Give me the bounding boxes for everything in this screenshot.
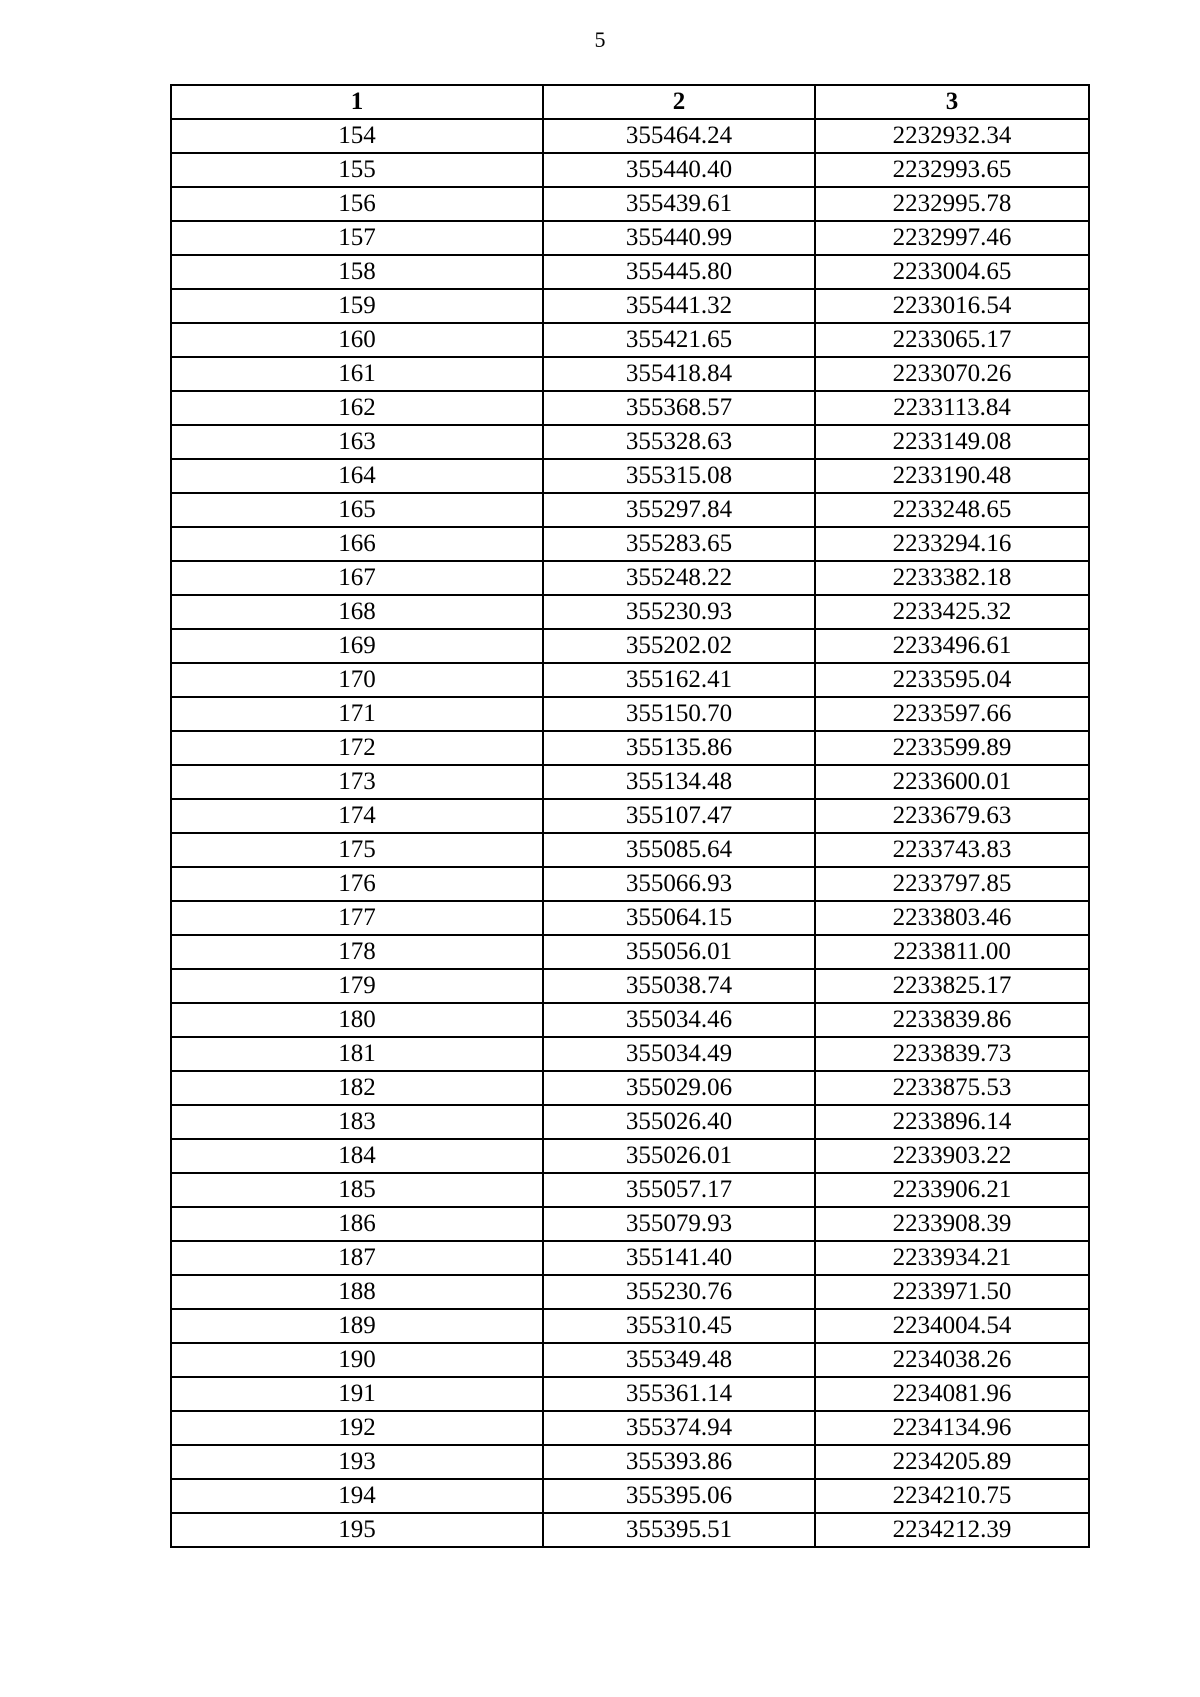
cell-x-coordinate: 355464.24 (543, 119, 815, 153)
header-row (171, 85, 1089, 119)
cell-point-number: 191 (171, 1377, 543, 1411)
cell-y-coordinate: 2233004.65 (815, 255, 1089, 289)
table-body (171, 119, 1089, 1547)
cell-point-number: 175 (171, 833, 543, 867)
cell-point-number: 195 (171, 1513, 543, 1547)
table-row (171, 731, 1089, 765)
cell-point-number: 192 (171, 1411, 543, 1445)
table-row (171, 459, 1089, 493)
cell-y-coordinate: 2233875.53 (815, 1071, 1089, 1105)
cell-y-coordinate: 2233903.22 (815, 1139, 1089, 1173)
cell-y-coordinate: 2234210.75 (815, 1479, 1089, 1513)
table-row (171, 1207, 1089, 1241)
table-row (171, 595, 1089, 629)
cell-x-coordinate: 355440.40 (543, 153, 815, 187)
table-row (171, 935, 1089, 969)
cell-point-number: 173 (171, 765, 543, 799)
cell-point-number: 159 (171, 289, 543, 323)
cell-y-coordinate: 2233016.54 (815, 289, 1089, 323)
cell-point-number: 174 (171, 799, 543, 833)
cell-point-number: 165 (171, 493, 543, 527)
cell-x-coordinate: 355368.57 (543, 391, 815, 425)
cell-y-coordinate: 2234205.89 (815, 1445, 1089, 1479)
cell-point-number: 194 (171, 1479, 543, 1513)
cell-point-number: 178 (171, 935, 543, 969)
cell-x-coordinate: 355034.49 (543, 1037, 815, 1071)
cell-y-coordinate: 2233294.16 (815, 527, 1089, 561)
cell-x-coordinate: 355202.02 (543, 629, 815, 663)
cell-point-number: 161 (171, 357, 543, 391)
cell-x-coordinate: 355230.93 (543, 595, 815, 629)
cell-point-number: 179 (171, 969, 543, 1003)
cell-y-coordinate: 2233679.63 (815, 799, 1089, 833)
cell-y-coordinate: 2233934.21 (815, 1241, 1089, 1275)
table-row (171, 1343, 1089, 1377)
cell-point-number: 154 (171, 119, 543, 153)
cell-point-number: 181 (171, 1037, 543, 1071)
table-row (171, 221, 1089, 255)
table-row (171, 1275, 1089, 1309)
table-row (171, 1241, 1089, 1275)
cell-x-coordinate: 355441.32 (543, 289, 815, 323)
cell-x-coordinate: 355026.40 (543, 1105, 815, 1139)
cell-x-coordinate: 355150.70 (543, 697, 815, 731)
cell-x-coordinate: 355107.47 (543, 799, 815, 833)
cell-y-coordinate: 2233797.85 (815, 867, 1089, 901)
cell-y-coordinate: 2233599.89 (815, 731, 1089, 765)
cell-y-coordinate: 2233190.48 (815, 459, 1089, 493)
table-row (171, 697, 1089, 731)
cell-x-coordinate: 355439.61 (543, 187, 815, 221)
table-header (171, 85, 1089, 119)
cell-x-coordinate: 355029.06 (543, 1071, 815, 1105)
cell-point-number: 172 (171, 731, 543, 765)
table-row (171, 867, 1089, 901)
cell-point-number: 171 (171, 697, 543, 731)
table-row (171, 255, 1089, 289)
cell-point-number: 189 (171, 1309, 543, 1343)
cell-point-number: 193 (171, 1445, 543, 1479)
cell-point-number: 184 (171, 1139, 543, 1173)
table-row (171, 119, 1089, 153)
table-row (171, 1445, 1089, 1479)
cell-point-number: 167 (171, 561, 543, 595)
table-row (171, 391, 1089, 425)
cell-y-coordinate: 2233149.08 (815, 425, 1089, 459)
cell-x-coordinate: 355421.65 (543, 323, 815, 357)
column-header-y-coordinate: 3 (815, 85, 1089, 119)
table-row (171, 1105, 1089, 1139)
cell-x-coordinate: 355310.45 (543, 1309, 815, 1343)
table-row (171, 969, 1089, 1003)
cell-x-coordinate: 355057.17 (543, 1173, 815, 1207)
table-row (171, 357, 1089, 391)
cell-y-coordinate: 2233825.17 (815, 969, 1089, 1003)
cell-point-number: 166 (171, 527, 543, 561)
cell-point-number: 176 (171, 867, 543, 901)
cell-point-number: 169 (171, 629, 543, 663)
cell-x-coordinate: 355066.93 (543, 867, 815, 901)
cell-y-coordinate: 2233896.14 (815, 1105, 1089, 1139)
table-row (171, 527, 1089, 561)
cell-point-number: 157 (171, 221, 543, 255)
cell-point-number: 188 (171, 1275, 543, 1309)
table-row (171, 187, 1089, 221)
cell-x-coordinate: 355141.40 (543, 1241, 815, 1275)
cell-x-coordinate: 355440.99 (543, 221, 815, 255)
cell-y-coordinate: 2234134.96 (815, 1411, 1089, 1445)
cell-y-coordinate: 2233743.83 (815, 833, 1089, 867)
cell-y-coordinate: 2234212.39 (815, 1513, 1089, 1547)
cell-y-coordinate: 2233906.21 (815, 1173, 1089, 1207)
cell-y-coordinate: 2233496.61 (815, 629, 1089, 663)
table-row (171, 1173, 1089, 1207)
cell-point-number: 170 (171, 663, 543, 697)
coordinates-table (170, 84, 1090, 1548)
cell-y-coordinate: 2234081.96 (815, 1377, 1089, 1411)
cell-x-coordinate: 355374.94 (543, 1411, 815, 1445)
table-row (171, 153, 1089, 187)
cell-point-number: 183 (171, 1105, 543, 1139)
cell-x-coordinate: 355349.48 (543, 1343, 815, 1377)
cell-y-coordinate: 2233113.84 (815, 391, 1089, 425)
cell-point-number: 162 (171, 391, 543, 425)
cell-y-coordinate: 2233600.01 (815, 765, 1089, 799)
column-header-point-number: 1 (171, 85, 543, 119)
cell-x-coordinate: 355393.86 (543, 1445, 815, 1479)
cell-x-coordinate: 355056.01 (543, 935, 815, 969)
cell-point-number: 180 (171, 1003, 543, 1037)
cell-point-number: 156 (171, 187, 543, 221)
cell-x-coordinate: 355328.63 (543, 425, 815, 459)
table-row (171, 1309, 1089, 1343)
cell-point-number: 164 (171, 459, 543, 493)
cell-y-coordinate: 2233248.65 (815, 493, 1089, 527)
cell-x-coordinate: 355315.08 (543, 459, 815, 493)
cell-y-coordinate: 2233065.17 (815, 323, 1089, 357)
cell-y-coordinate: 2232995.78 (815, 187, 1089, 221)
cell-y-coordinate: 2233811.00 (815, 935, 1089, 969)
cell-y-coordinate: 2233070.26 (815, 357, 1089, 391)
table-row (171, 561, 1089, 595)
cell-point-number: 187 (171, 1241, 543, 1275)
cell-y-coordinate: 2234004.54 (815, 1309, 1089, 1343)
cell-x-coordinate: 355395.06 (543, 1479, 815, 1513)
cell-y-coordinate: 2233425.32 (815, 595, 1089, 629)
table-row (171, 289, 1089, 323)
cell-point-number: 155 (171, 153, 543, 187)
cell-point-number: 190 (171, 1343, 543, 1377)
cell-x-coordinate: 355395.51 (543, 1513, 815, 1547)
table-row (171, 629, 1089, 663)
cell-y-coordinate: 2232993.65 (815, 153, 1089, 187)
cell-x-coordinate: 355134.48 (543, 765, 815, 799)
table-row (171, 1479, 1089, 1513)
cell-y-coordinate: 2233971.50 (815, 1275, 1089, 1309)
cell-y-coordinate: 2232932.34 (815, 119, 1089, 153)
cell-x-coordinate: 355085.64 (543, 833, 815, 867)
cell-x-coordinate: 355034.46 (543, 1003, 815, 1037)
cell-y-coordinate: 2233839.86 (815, 1003, 1089, 1037)
cell-x-coordinate: 355064.15 (543, 901, 815, 935)
cell-point-number: 160 (171, 323, 543, 357)
cell-point-number: 158 (171, 255, 543, 289)
table-row (171, 1071, 1089, 1105)
cell-x-coordinate: 355230.76 (543, 1275, 815, 1309)
table-row (171, 1003, 1089, 1037)
cell-y-coordinate: 2233382.18 (815, 561, 1089, 595)
cell-x-coordinate: 355079.93 (543, 1207, 815, 1241)
cell-x-coordinate: 355418.84 (543, 357, 815, 391)
cell-y-coordinate: 2233597.66 (815, 697, 1089, 731)
cell-x-coordinate: 355135.86 (543, 731, 815, 765)
table-row (171, 1139, 1089, 1173)
cell-y-coordinate: 2233595.04 (815, 663, 1089, 697)
table-row (171, 799, 1089, 833)
cell-point-number: 182 (171, 1071, 543, 1105)
table-row (171, 901, 1089, 935)
table-row (171, 663, 1089, 697)
cell-x-coordinate: 355297.84 (543, 493, 815, 527)
cell-x-coordinate: 355026.01 (543, 1139, 815, 1173)
cell-x-coordinate: 355361.14 (543, 1377, 815, 1411)
cell-x-coordinate: 355038.74 (543, 969, 815, 1003)
table-row (171, 425, 1089, 459)
table-row (171, 833, 1089, 867)
cell-y-coordinate: 2233908.39 (815, 1207, 1089, 1241)
table-row (171, 765, 1089, 799)
cell-x-coordinate: 355162.41 (543, 663, 815, 697)
table-row (171, 1513, 1089, 1547)
cell-y-coordinate: 2233839.73 (815, 1037, 1089, 1071)
cell-point-number: 163 (171, 425, 543, 459)
table-row (171, 1377, 1089, 1411)
cell-point-number: 168 (171, 595, 543, 629)
cell-y-coordinate: 2233803.46 (815, 901, 1089, 935)
table-row (171, 323, 1089, 357)
table-row (171, 493, 1089, 527)
cell-x-coordinate: 355248.22 (543, 561, 815, 595)
cell-y-coordinate: 2232997.46 (815, 221, 1089, 255)
page-number: 5 (594, 27, 606, 52)
cell-point-number: 186 (171, 1207, 543, 1241)
table-row (171, 1037, 1089, 1071)
table-row (171, 1411, 1089, 1445)
cell-point-number: 185 (171, 1173, 543, 1207)
cell-y-coordinate: 2234038.26 (815, 1343, 1089, 1377)
cell-x-coordinate: 355283.65 (543, 527, 815, 561)
column-header-x-coordinate: 2 (543, 85, 815, 119)
cell-x-coordinate: 355445.80 (543, 255, 815, 289)
cell-point-number: 177 (171, 901, 543, 935)
